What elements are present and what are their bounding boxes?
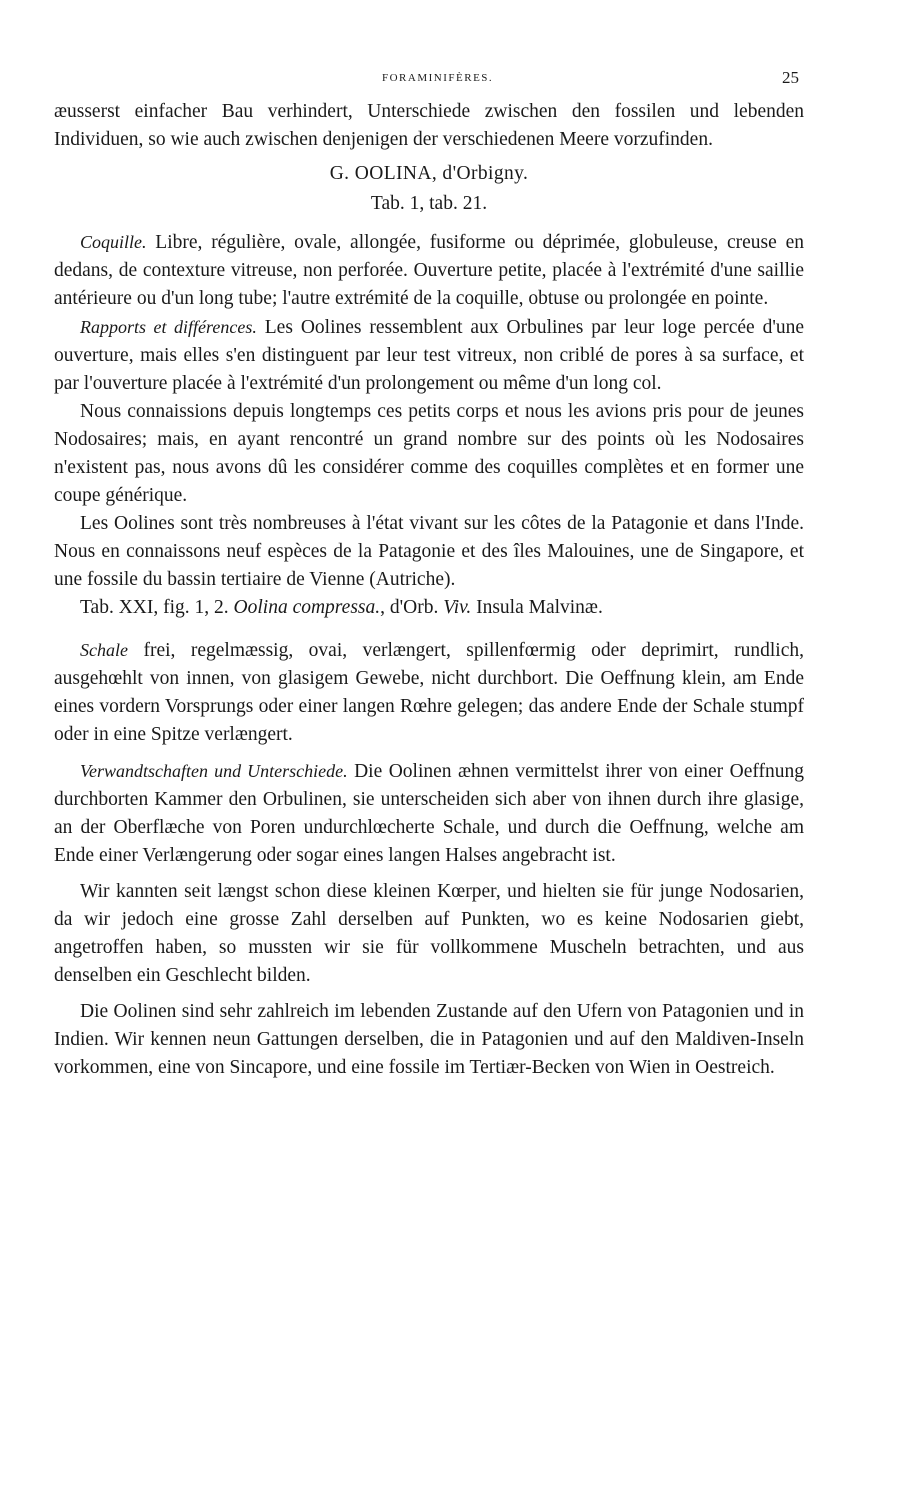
species-author: , d'Orb. <box>380 597 439 618</box>
schale-text: frei, regelmæssig, ovai, verlængert, spillenfœrmig oder deprimirt, rundlich, ausgehœhlt von innen, von glasigem Gewebe, nicht durchbort. Die Oeffnung klein, am Ende eines vordern Vorsprungs oder einer langen Rœhre gelegen; das andere Ende der Schale stumpf oder in eine Spitze verlængert. <box>54 640 804 745</box>
german-verwandt-paragraph <box>54 757 804 870</box>
rapports-label: Rapports et différences. <box>80 317 257 337</box>
species-name: Oolina compressa. <box>233 597 381 618</box>
plate-reference: Tab. 1, tab. 21. <box>370 193 488 214</box>
schale-label: Schale <box>80 640 128 660</box>
german-paragraph-3: Wir kannten seit længst schon diese kleinen Kœrper, und hielten sie für junge Nodosarien, da wir jedoch eine grosse Zahl derselben auf Punkten, wo es keine Nodosarien giebt, angetroffen haben, so mussten wir sie für vollkommene Muscheln betrachten, und aus denselben ein Geschlecht bilden. <box>54 881 804 986</box>
german-paragraph-4: Die Oolinen sind sehr zahlreich im lebenden Zustande auf den Ufern von Patagonien und in Indien. Wir kennen neun Gattungen derselben, die in Patagonien und auf den Maldiven-Inseln vorkommen, eine von Sincapore, und eine fossile im Tertiær-Becken von Wien in Oestreich. <box>54 1001 804 1078</box>
species-locality: Insula Malvinæ. <box>476 597 603 618</box>
species-viv: Viv. <box>443 597 472 618</box>
french-paragraph-4: Les Oolines sont très nombreuses à l'état vivant sur les côtes de la Patagonie et dans l'Inde. Nous en connaissons neuf espèces de la Patagonie et des îles Malouines, une de Singapore, et une fossile du bassin tertiaire de Vienne (Autriche). <box>54 513 804 590</box>
page-number: 25 <box>782 68 799 87</box>
running-title: FORAMINIFÈRES. <box>382 72 494 84</box>
genus-heading: G. OOLINA, d'Orbigny. <box>329 163 529 184</box>
verwandt-text: Die Oolinen æhnen vermittelst ihrer von einer Oeffnung durchborten Kammer den Orbulinen, sie unterscheiden sich aber von ihnen durch ihre glasige, an der Oberflæche von Poren undurchlœcherte Schale, und durch die Oeffnung, welche am Ende einer Verlængerung oder sogar eines langen Halses angebracht ist. <box>54 761 804 866</box>
intro-paragraph: æusserst einfacher Bau verhindert, Unterschiede zwischen den fossilen und lebenden Individuen, so wie auch zwischen denjenigen der verschiedenen Meere vorzufinden. <box>54 101 804 150</box>
main-text <box>54 98 804 1082</box>
french-rapports-paragraph <box>54 313 804 398</box>
french-paragraph-3: Nous connaissions depuis longtemps ces petits corps et nous les avions pris pour de jeunes Nodosaires; mais, en ayant rencontré un grand nombre sur des points où les Nodosaires n'existent pas, nous avons dû les considérer comme des coquilles complètes et en former une coupe générique. <box>54 401 804 506</box>
coquille-label: Coquille. <box>80 232 147 252</box>
species-plate: Tab. XXI, fig. 1, 2. <box>80 597 229 618</box>
verwandt-label: Verwandtschaften und Unterschiede. <box>80 761 348 781</box>
running-head <box>0 70 900 90</box>
species-reference <box>54 594 804 622</box>
coquille-text: Libre, régulière, ovale, allongée, fusiforme ou déprimée, globuleuse, creuse en dedans, de contexture vitreuse, non perforée. Ouverture petite, placée à l'extrémité d'une saillie antérieure ou d'un long tube; l'autre extrémité de la coquille, obtuse ou prolongée en pointe. <box>54 232 804 309</box>
french-coquille-paragraph <box>54 228 804 313</box>
rapports-text: Les Oolines ressemblent aux Orbulines par leur loge percée d'une ouverture, mais elles s'en distinguent par leur test vitreux, non criblé de pores à sa surface, et par l'ouverture placée à l'extrémité d'un prolongement ou même d'un long col. <box>54 317 804 394</box>
german-schale-paragraph <box>54 636 804 749</box>
